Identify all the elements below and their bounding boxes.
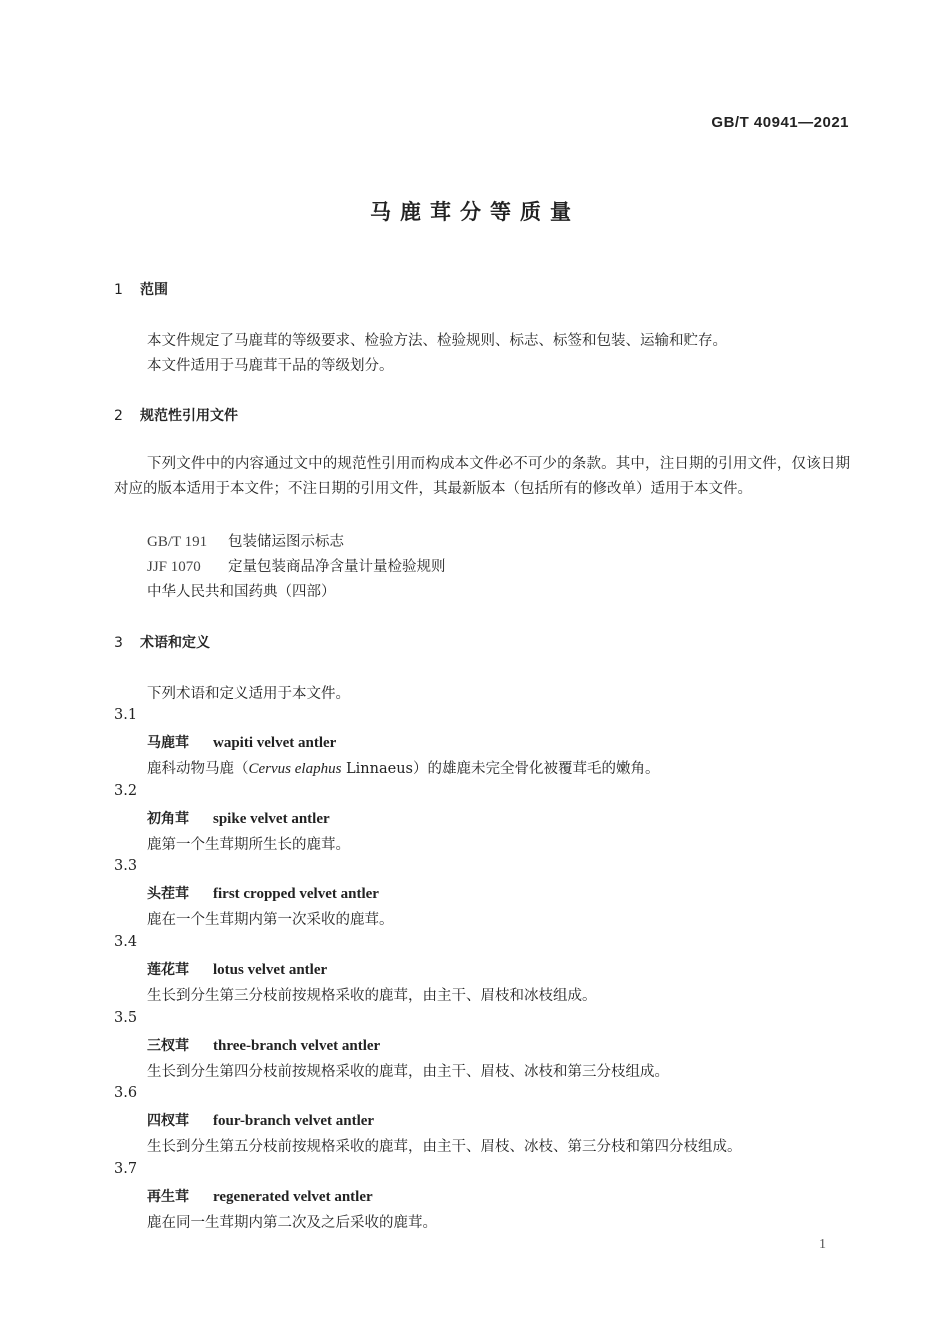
section-1-heading bbox=[114, 279, 168, 299]
definition-text: Linnaeus）的雄鹿未完全骨化被覆茸毛的嫩角。 bbox=[341, 761, 660, 777]
clause-number: 3.4 bbox=[114, 934, 138, 950]
term-definition bbox=[147, 757, 659, 778]
term-definition: 鹿在同一生茸期内第二次及之后采收的鹿茸。 bbox=[147, 1215, 437, 1231]
term-en: regenerated velvet antler bbox=[213, 1189, 373, 1205]
term-en: four-branch velvet antler bbox=[213, 1113, 375, 1129]
term-definition: 生长到分生第五分枝前按规格采收的鹿茸，由主干、眉枝、冰枝、第三分枝和第四分枝组成。 bbox=[147, 1139, 742, 1155]
clause-number: 3.5 bbox=[114, 1010, 138, 1026]
paragraph: 本文件规定了马鹿茸的等级要求、检验方法、检验规则、标志、标签和包装、运输和贮存。 bbox=[147, 333, 727, 349]
section-title: 范围 bbox=[140, 282, 168, 298]
document-title: 马鹿茸分等质量 bbox=[370, 200, 580, 224]
page-number: 1 bbox=[819, 1237, 826, 1252]
reference-code: JJF 1070 bbox=[147, 559, 201, 575]
clause-number: 3.3 bbox=[114, 858, 138, 874]
section-3-heading bbox=[114, 632, 210, 652]
term-entry bbox=[147, 1110, 374, 1130]
section-title: 规范性引用文件 bbox=[140, 408, 238, 424]
clause-number: 3.6 bbox=[114, 1085, 138, 1101]
term-definition: 生长到分生第三分枝前按规格采收的鹿茸，由主干、眉枝和冰枝组成。 bbox=[147, 988, 597, 1004]
reference-title: 包装储运图示标志 bbox=[228, 534, 344, 550]
clause-number: 3.2 bbox=[114, 783, 138, 799]
term-entry bbox=[147, 732, 336, 752]
term-zh: 头茬茸 bbox=[147, 886, 189, 902]
section-number: 3 bbox=[114, 635, 123, 651]
section-3-intro: 下列术语和定义适用于本文件。 bbox=[147, 686, 350, 702]
section-2-heading bbox=[114, 405, 238, 425]
term-zh: 四杈茸 bbox=[147, 1113, 189, 1129]
reference-item bbox=[147, 530, 344, 551]
term-en: spike velvet antler bbox=[213, 811, 330, 827]
term-zh: 马鹿茸 bbox=[147, 735, 189, 751]
term-en: three-branch velvet antler bbox=[213, 1038, 381, 1054]
term-zh: 初角茸 bbox=[147, 811, 189, 827]
term-en: wapiti velvet antler bbox=[213, 735, 337, 751]
section-number: 2 bbox=[114, 408, 123, 424]
term-en: first cropped velvet antler bbox=[213, 886, 379, 902]
section-number: 1 bbox=[114, 282, 123, 298]
reference-title: 定量包装商品净含量计量检验规则 bbox=[228, 559, 446, 575]
term-entry bbox=[147, 1186, 373, 1206]
reference-item bbox=[147, 555, 446, 576]
clause-number: 3.7 bbox=[114, 1161, 138, 1177]
reference-item: 中华人民共和国药典（四部） bbox=[147, 584, 336, 600]
term-zh: 再生茸 bbox=[147, 1189, 189, 1205]
term-entry bbox=[147, 1035, 380, 1055]
definition-text: 鹿科动物马鹿（ bbox=[147, 761, 249, 777]
term-definition: 鹿第一个生茸期所生长的鹿茸。 bbox=[147, 837, 350, 853]
standard-number: GB/T 40941—2021 bbox=[711, 114, 849, 131]
clause-number: 3.1 bbox=[114, 707, 138, 723]
term-entry bbox=[147, 959, 327, 979]
section-2-intro: 下列文件中的内容通过文中的规范性引用而构成本文件必不可少的条款。其中，注日期的引用文件，仅该日期对应的版本适用于本文件；不注日期的引用文件，其最新版本（包括所有的修改单）适用于本文件。 bbox=[114, 456, 850, 497]
species-name: Cervus elaphus bbox=[248, 761, 342, 777]
term-definition: 生长到分生第四分枝前按规格采收的鹿茸，由主干、眉枝、冰枝和第三分枝组成。 bbox=[147, 1064, 669, 1080]
term-en: lotus velvet antler bbox=[213, 962, 328, 978]
reference-code: GB/T 191 bbox=[147, 534, 208, 550]
term-definition: 鹿在一个生茸期内第一次采收的鹿茸。 bbox=[147, 912, 394, 928]
term-zh: 三杈茸 bbox=[147, 1038, 189, 1054]
term-entry bbox=[147, 808, 330, 828]
term-entry bbox=[147, 883, 379, 903]
paragraph: 本文件适用于马鹿茸干品的等级划分。 bbox=[147, 358, 394, 374]
section-title: 术语和定义 bbox=[140, 635, 210, 651]
term-zh: 莲花茸 bbox=[147, 962, 189, 978]
